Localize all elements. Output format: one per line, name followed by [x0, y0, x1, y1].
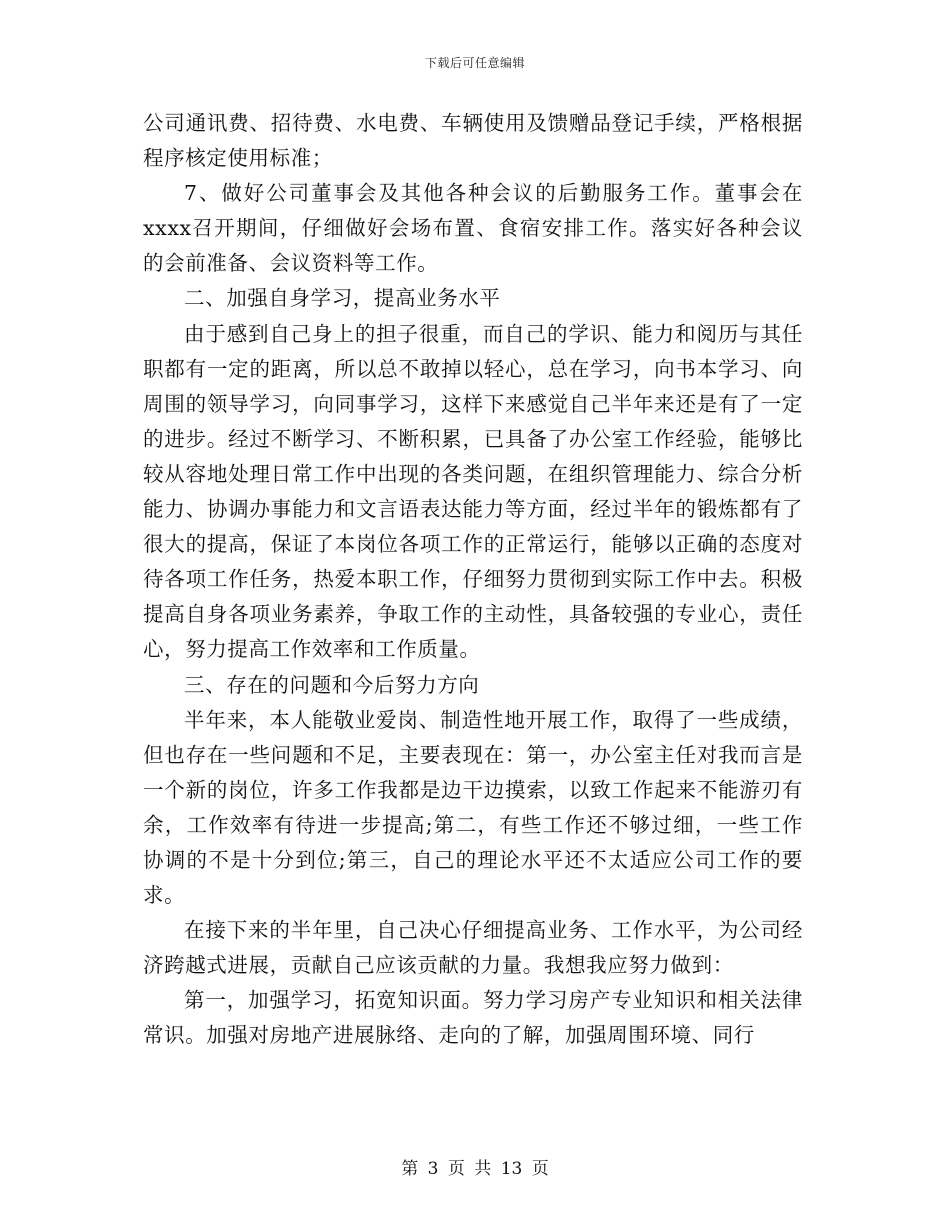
- document-body: [143, 106, 803, 1054]
- section-heading: 二、加强自身学习，提高业务水平: [184, 286, 501, 311]
- paragraph: 在接下来的半年里，自己决心仔细提高业务、工作水平，为公司经济跨越式进展，贡献自己应该贡献的力量。我想我应努力做到：: [143, 918, 803, 978]
- paragraph: 由于感到自己身上的担子很重，而自己的学识、能力和阅历与其任职都有一定的距离，所以总不敢掉以轻心，总在学习，向书本学习、向周围的领导学习，向同事学习，这样下来感觉自己半年来还是有了一定的进步。经过不断学习、不断积累，已具备了办公室工作经验，能够比较从容地处理日常工作中出现的各类问题，在组织管理能力、综合分析能力、协调办事能力和文言语表达能力等方面，经过半年的锻炼都有了很大的提高，保证了本岗位各项工作的正常运行，能够以正确的态度对待各项工作任务，热爱本职工作，仔细努力贯彻到实际工作中去。积极提高自身各项业务素养，争取工作的主动性，具备较强的专业心，责任心，努力提高工作效率和工作质量。: [143, 321, 803, 662]
- paragraph: 公司通讯费、招待费、水电费、车辆使用及馈赠品登记手续，严格根据程序核定使用标准；: [143, 111, 803, 171]
- section-heading: 三、存在的问题和今后努力方向: [184, 672, 480, 697]
- paragraph: 7、做好公司董事会及其他各种会议的后勤服务工作。董事会在xxxx召开期间，仔细做好会场布置、食宿安排工作。落实好各种会议的会前准备、会议资料等工作。: [143, 181, 803, 276]
- paragraph: 半年来，本人能敬业爱岗、制造性地开展工作，取得了一些成绩，但也存在一些问题和不足，主要表现在：第一，办公室主任对我而言是一个新的岗位，许多工作我都是边干边摸索，以致工作起来不能游刃有余，工作效率有待进一步提高;第二，有些工作还不够过细，一些工作协调的不是十分到位;第三，自己的理论水平还不太适应公司工作的要求。: [143, 707, 803, 908]
- header-note: 下载后可任意编辑: [424, 56, 525, 70]
- paragraph: 第一，加强学习，拓宽知识面。努力学习房产专业知识和相关法律常识。加强对房地产进展脉络、走向的了解，加强周围环境、同行: [143, 988, 803, 1048]
- page-number-footer: 第 3 页 共 13 页: [401, 1159, 549, 1179]
